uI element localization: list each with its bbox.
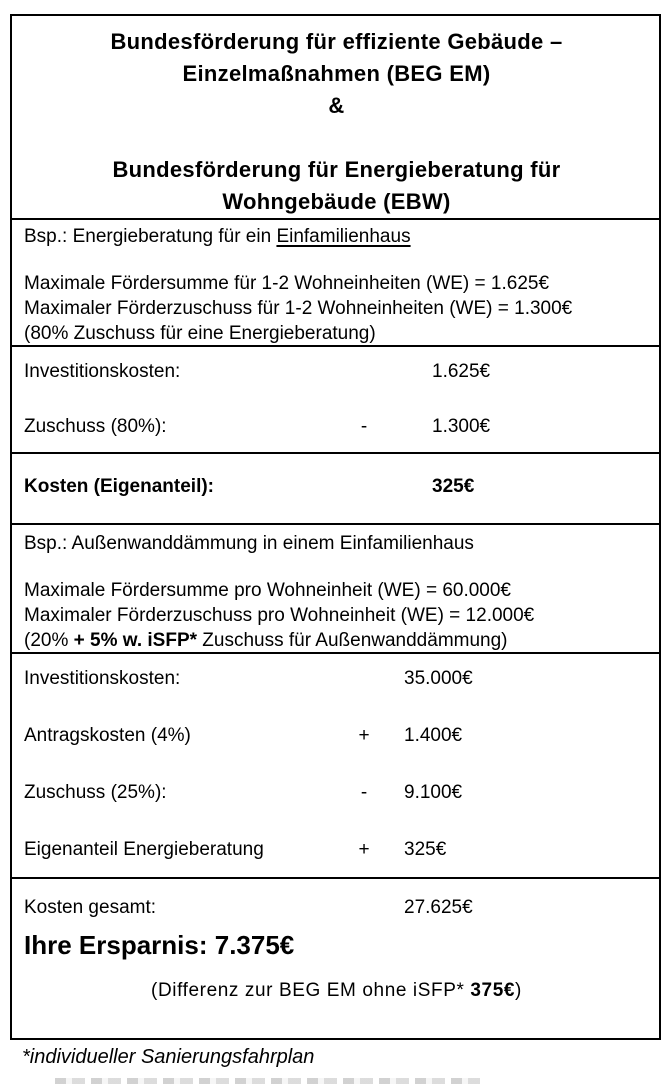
calc1-row1-operator [324, 359, 404, 384]
example1-line2: Maximaler Förderzuschuss für 1-2 Wohneinheiten (WE) = 1.300€ [24, 298, 573, 319]
calc1-row2-value: 1.300€ [432, 416, 491, 437]
example2-blank [24, 556, 649, 578]
calc2-row4-value: 325€ [404, 839, 447, 860]
title-beg-em-line1: Bundesförderung für effiziente Gebäude – [110, 29, 563, 54]
example2-line3-bold: + 5% w. iSFP* [73, 630, 198, 651]
calc-row [24, 837, 649, 862]
calc2-row2-operator: + [358, 725, 370, 746]
calc1-row1-value: 1.625€ [432, 361, 491, 382]
calc-row [24, 780, 649, 805]
difference-line [24, 978, 649, 1003]
calc2-row4-label: Eigenanteil Energieberatung [24, 839, 264, 860]
calc2-row3-operator: - [360, 782, 368, 803]
title-ebw-line1: Bundesförderung für Energieberatung für [112, 157, 561, 182]
title-spacer [24, 122, 649, 154]
calc-row [24, 666, 649, 691]
calc2-row1-label: Investitionskosten: [24, 668, 181, 689]
title-beg-em-line2: Einzelmaßnahmen (BEG EM) [182, 61, 491, 86]
cutoff-text-artifact [55, 1078, 480, 1084]
title-ampersand: & [328, 93, 345, 118]
total-row [24, 895, 649, 920]
result1-operator-empty [324, 474, 404, 499]
total-value: 27.625€ [404, 897, 473, 918]
example1-line3: (80% Zuschuss für eine Energieberatung) [24, 323, 376, 344]
example2-intro: Bsp.: Außenwanddämmung in einem Einfamilienhaus [24, 533, 474, 554]
calc2-section [12, 654, 659, 879]
subsidy-table [10, 14, 661, 1040]
calc-row [24, 414, 649, 439]
summary-section [12, 879, 659, 1038]
example1-blank [24, 249, 649, 271]
example2-line1: Maximale Fördersumme pro Wohneinheit (WE) = 60.000€ [24, 580, 511, 601]
savings-line: Ihre Ersparnis: 7.375€ [24, 930, 295, 960]
calc-row [24, 359, 649, 384]
result1-label: Kosten (Eigenanteil): [24, 476, 215, 497]
example2-line3 [24, 628, 649, 653]
calc1-section [12, 347, 659, 454]
table-title-section [12, 16, 659, 220]
difference-suffix: ) [515, 980, 522, 1001]
calc2-row2-value: 1.400€ [404, 725, 463, 746]
example2-line3-prefix: (20% [24, 630, 74, 651]
example2-line2: Maximaler Förderzuschuss pro Wohneinheit (WE) = 12.000€ [24, 605, 535, 626]
calc-row [24, 723, 649, 748]
calc2-row4-operator: + [358, 839, 370, 860]
calc2-row2-label: Antragskosten (4%) [24, 725, 191, 746]
example2-section [12, 525, 659, 654]
difference-amount: 375€ [470, 980, 516, 1001]
calc1-row1-label: Investitionskosten: [24, 361, 181, 382]
example2-line3-suffix: Zuschuss für Außenwanddämmung) [197, 630, 508, 651]
total-label: Kosten gesamt: [24, 897, 157, 918]
result1-row [24, 474, 649, 499]
calc2-row3-label: Zuschuss (25%): [24, 782, 167, 803]
difference-prefix: (Differenz zur BEG EM ohne iSFP* [151, 980, 471, 1001]
calc2-row3-value: 9.100€ [404, 782, 463, 803]
example1-intro-underlined: Einfamilienhaus [276, 226, 411, 247]
calc1-row2-label: Zuschuss (80%): [24, 416, 167, 437]
footnote: *individueller Sanierungsfahrplan [22, 1046, 315, 1068]
result1-section [12, 454, 659, 525]
example1-line1: Maximale Fördersumme für 1-2 Wohneinheiten (WE) = 1.625€ [24, 273, 550, 294]
result1-value: 325€ [432, 476, 475, 497]
calc1-row2-operator: - [360, 416, 368, 437]
title-ebw-line2: Wohngebäude (EBW) [222, 189, 451, 214]
example1-intro-prefix: Bsp.: Energieberatung für ein [24, 226, 277, 247]
total-operator-empty [324, 895, 404, 920]
calc2-row1-operator [324, 666, 404, 691]
calc2-row1-value: 35.000€ [404, 668, 473, 689]
example1-intro [24, 224, 649, 249]
example1-section [12, 220, 659, 347]
